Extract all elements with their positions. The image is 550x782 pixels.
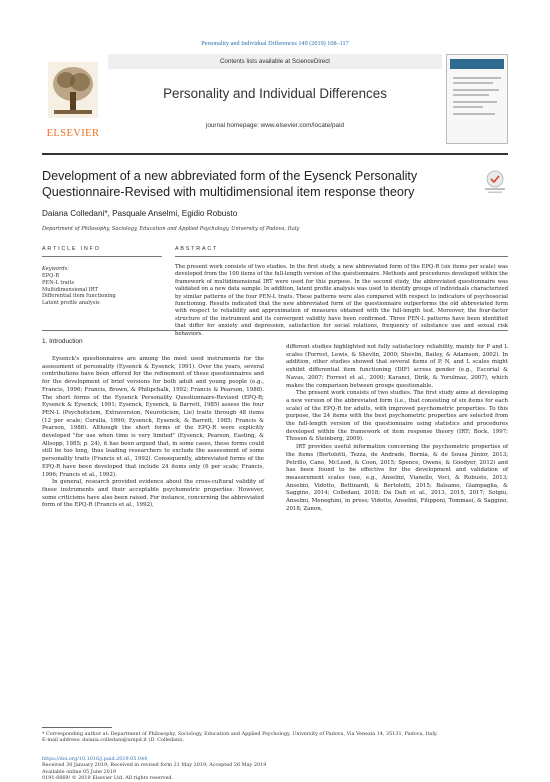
abstract-rule <box>175 256 508 257</box>
journal-title: Personality and Individual Differences <box>163 86 387 101</box>
article-title: Development of a new abbreviated form of the Eysenck Personality Questionnaire-Revised with multidimensional item response theory <box>42 169 418 199</box>
masthead-rule <box>42 153 508 155</box>
paragraph: IRT provides useful information concerning the psychometric properties of the items (Bortolotti, Tezza, de Andrade, Bornia, & de Sousa Júnior, 2013; Petrillo, Cano, McLeod, & Coon, 2015; Spence, Owens, & Goodyer, 2012) and has been found to be effective for the development and validation of measurement scales (see, e.g., Anselmi, Vianello, Voci, & Robusto, 2013; Anselmi, Vidotto, Bettinardi, & Bertolotti, 2015; Balsamo, Giampaglia, & Saggino, 2014; Colledani, 2018; Da Dalt et al., 2013, 2015, 2017; Sotgiu, Anselmi, Meneghini, in press; Vidotto, Anselmi, Filipponi, Tommasi, & Saggino, 2018; Zanon, <box>286 444 508 512</box>
cover-line <box>453 113 495 115</box>
footnote-rule <box>42 727 112 728</box>
check-for-updates-icon[interactable] <box>482 168 508 194</box>
section-heading-introduction: 1. Introduction <box>42 338 83 345</box>
cover-line <box>453 101 497 103</box>
received-dates: Received 30 January 2019; Received in revised form 21 May 2019; Accepted 26 May 2019 <box>42 762 267 769</box>
journal-reference[interactable]: Personality and Individual Differences 149 (2019) 108–117 <box>201 40 349 47</box>
doi-link[interactable]: https://doi.org/10.1016/j.paid.2019.05.044 <box>42 756 148 762</box>
keyword: Latent profile analysis <box>42 300 100 307</box>
keyword: PEN-L traits <box>42 279 75 286</box>
keyword: Multidimensional IRT <box>42 286 98 293</box>
cover-line <box>453 77 501 79</box>
right-column <box>286 344 508 513</box>
abstract-text: The present work consists of two studies. In the first study, a new abbreviated form of the EPQ-R (six items per scale) was developed from the 100 items of the full-length version of the questionnaire. Methods and procedures developed within the framework of multidimensional IRT were used for this purpose. In the second study, the abbreviated questionnaire was validated on a new data sample. In addition, latent profile analysis was used to identify groups of individuals characterized by similar patterns of the four PEN-L traits. These patterns were also compared with respect to indicators of psychosocial functioning. Results indicated that the new abbreviated form of the questionnaire outperforms the old abbreviated form with respect to reliability and approximation of measures obtained with the full-length test. Moreover, the four-factor structure of the instrument and its convergent validity have been confirmed. Three PEN-L patterns have been identified that differ for anxiety and depression, satisfaction for social relations, frequency of substance use and sexual risk behaviors. <box>175 264 508 337</box>
keywords-heading: Keywords: <box>42 266 70 272</box>
masthead <box>42 54 508 148</box>
elsevier-tree-icon <box>48 62 98 118</box>
email-address[interactable]: E-mail address: daiana.colledani@unipd.it (D. Colledani). <box>42 737 185 744</box>
front-matter <box>42 756 342 782</box>
article-info-rule <box>42 256 162 257</box>
paragraph: Eysenck's questionnaires are among the most used instruments for the assessment of personality (Eysenck & Eysenck, 1991). Over the years, several contributions have been offered for the refinement of these questionnaires and for the development of brief versions for both adult and young people (e.g., Francis, 1996; Francis, Brown, & Philipchalk, 1992; Francis & Pearson, 1988). The short forms of the Eysenck Personality Questionnaire-Revised (EPQ-R; Eysenck & Eysenck, 1991; Eysenck, Eysenck, & Barrett, 1985) assess the four PEN-L (Psychoticism, Extraversion, Neuroticism, Lie) traits through 48 items (12 per scale; Corulla, 1990; Eysenck, Eysenck, & Barrett, 1985; Francis & Pearson, 1988). Although the short forms of the EPQ-R were explicitly developed "for use when time is very limited" (Eysenck, Pearson, Easting, & Allsopp, 1985; p. 24), it has been argued that, in some cases, these forms could still be too long, thus leading researchers to exclude the assessment of some personality traits (Francis et al., 1992). Consequently, abbreviated forms of the EPQ-R have been developed that include 24 items only (6 per scale; Francis, 1996; Francis et al., 1992). <box>42 356 264 478</box>
cover-line <box>453 94 489 96</box>
copyright: 0191-8869/ © 2019 Elsevier Ltd. All rights reserved. <box>42 775 174 782</box>
cover-band <box>450 59 504 69</box>
cover-line <box>453 106 483 108</box>
affiliation: Department of Philosophy, Sociology, Education and Applied Psychology, University of Padova, Italy <box>42 226 300 232</box>
cover-line <box>453 89 499 91</box>
corresponding-author-note: * Corresponding author at: Department of Philosophy, Sociology, Education and Applied Psychology, University of Padova, Via Venezia 14, 35131, Padova, Italy. <box>42 731 438 737</box>
keyword-list <box>42 273 116 307</box>
left-column <box>42 356 264 510</box>
journal-banner <box>108 54 442 144</box>
cover-line <box>453 82 493 84</box>
footnote <box>42 731 508 744</box>
paragraph: different studies highlighted not fully satisfactory reliability, mainly for P and L scales (Forrest, Lewis, & Shevlin, 2000; Shevlin, Bailey, & Adamson, 2002). In addition, other studies showed that several items of P, N, and L scales might exhibit differential item functioning (DIF) across gender (e.g., Escorial & Navas, 2007; Forrest et al., 2000; Karanci, Dirik, & Yorulmaz, 2007), which makes the comparison between groups questionable. <box>286 344 508 389</box>
body-rule <box>42 330 508 331</box>
journal-cover-thumbnail[interactable] <box>446 54 508 144</box>
elsevier-logo[interactable] <box>42 54 104 144</box>
keyword: Differential item functioning <box>42 293 116 300</box>
keyword: EPQ-R <box>42 273 60 279</box>
available-online: Available online 05 June 2019 <box>42 768 116 775</box>
journal-homepage[interactable]: journal homepage: www.elsevier.com/locate/paid <box>205 122 345 129</box>
publisher-name: ELSEVIER <box>46 128 100 139</box>
contents-lists-bar[interactable]: Contents lists available at ScienceDirect <box>108 54 442 69</box>
article-info-label: ARTICLE INFO <box>42 246 101 252</box>
abstract-label: ABSTRACT <box>175 246 219 252</box>
paragraph: In general, research provided evidence about the cross-cultural validity of these instruments and their acceptable psychometric properties. However, some criticisms have also been raised. For instance, concerning the abbreviated form of the EPQ-R (Francis et al., 1992), <box>42 479 264 509</box>
paragraph: The present work consists of two studies. The first study aims at developing a new version of the abbreviated form (i.e., that consisting of six items for each scale) of the EPQ-R for adults, with improved psychometric properties. To this purpose, the 24 items with the best psychometric properties are selected from the full-length version of the questionnaire using statistics and procedures developed within the framework of item response theory (IRT; Bock, 1997; Thissen & Steinberg, 2009). <box>286 390 508 443</box>
author-list[interactable]: Daiana Colledani*, Pasquale Anselmi, Egidio Robusto <box>42 209 238 218</box>
